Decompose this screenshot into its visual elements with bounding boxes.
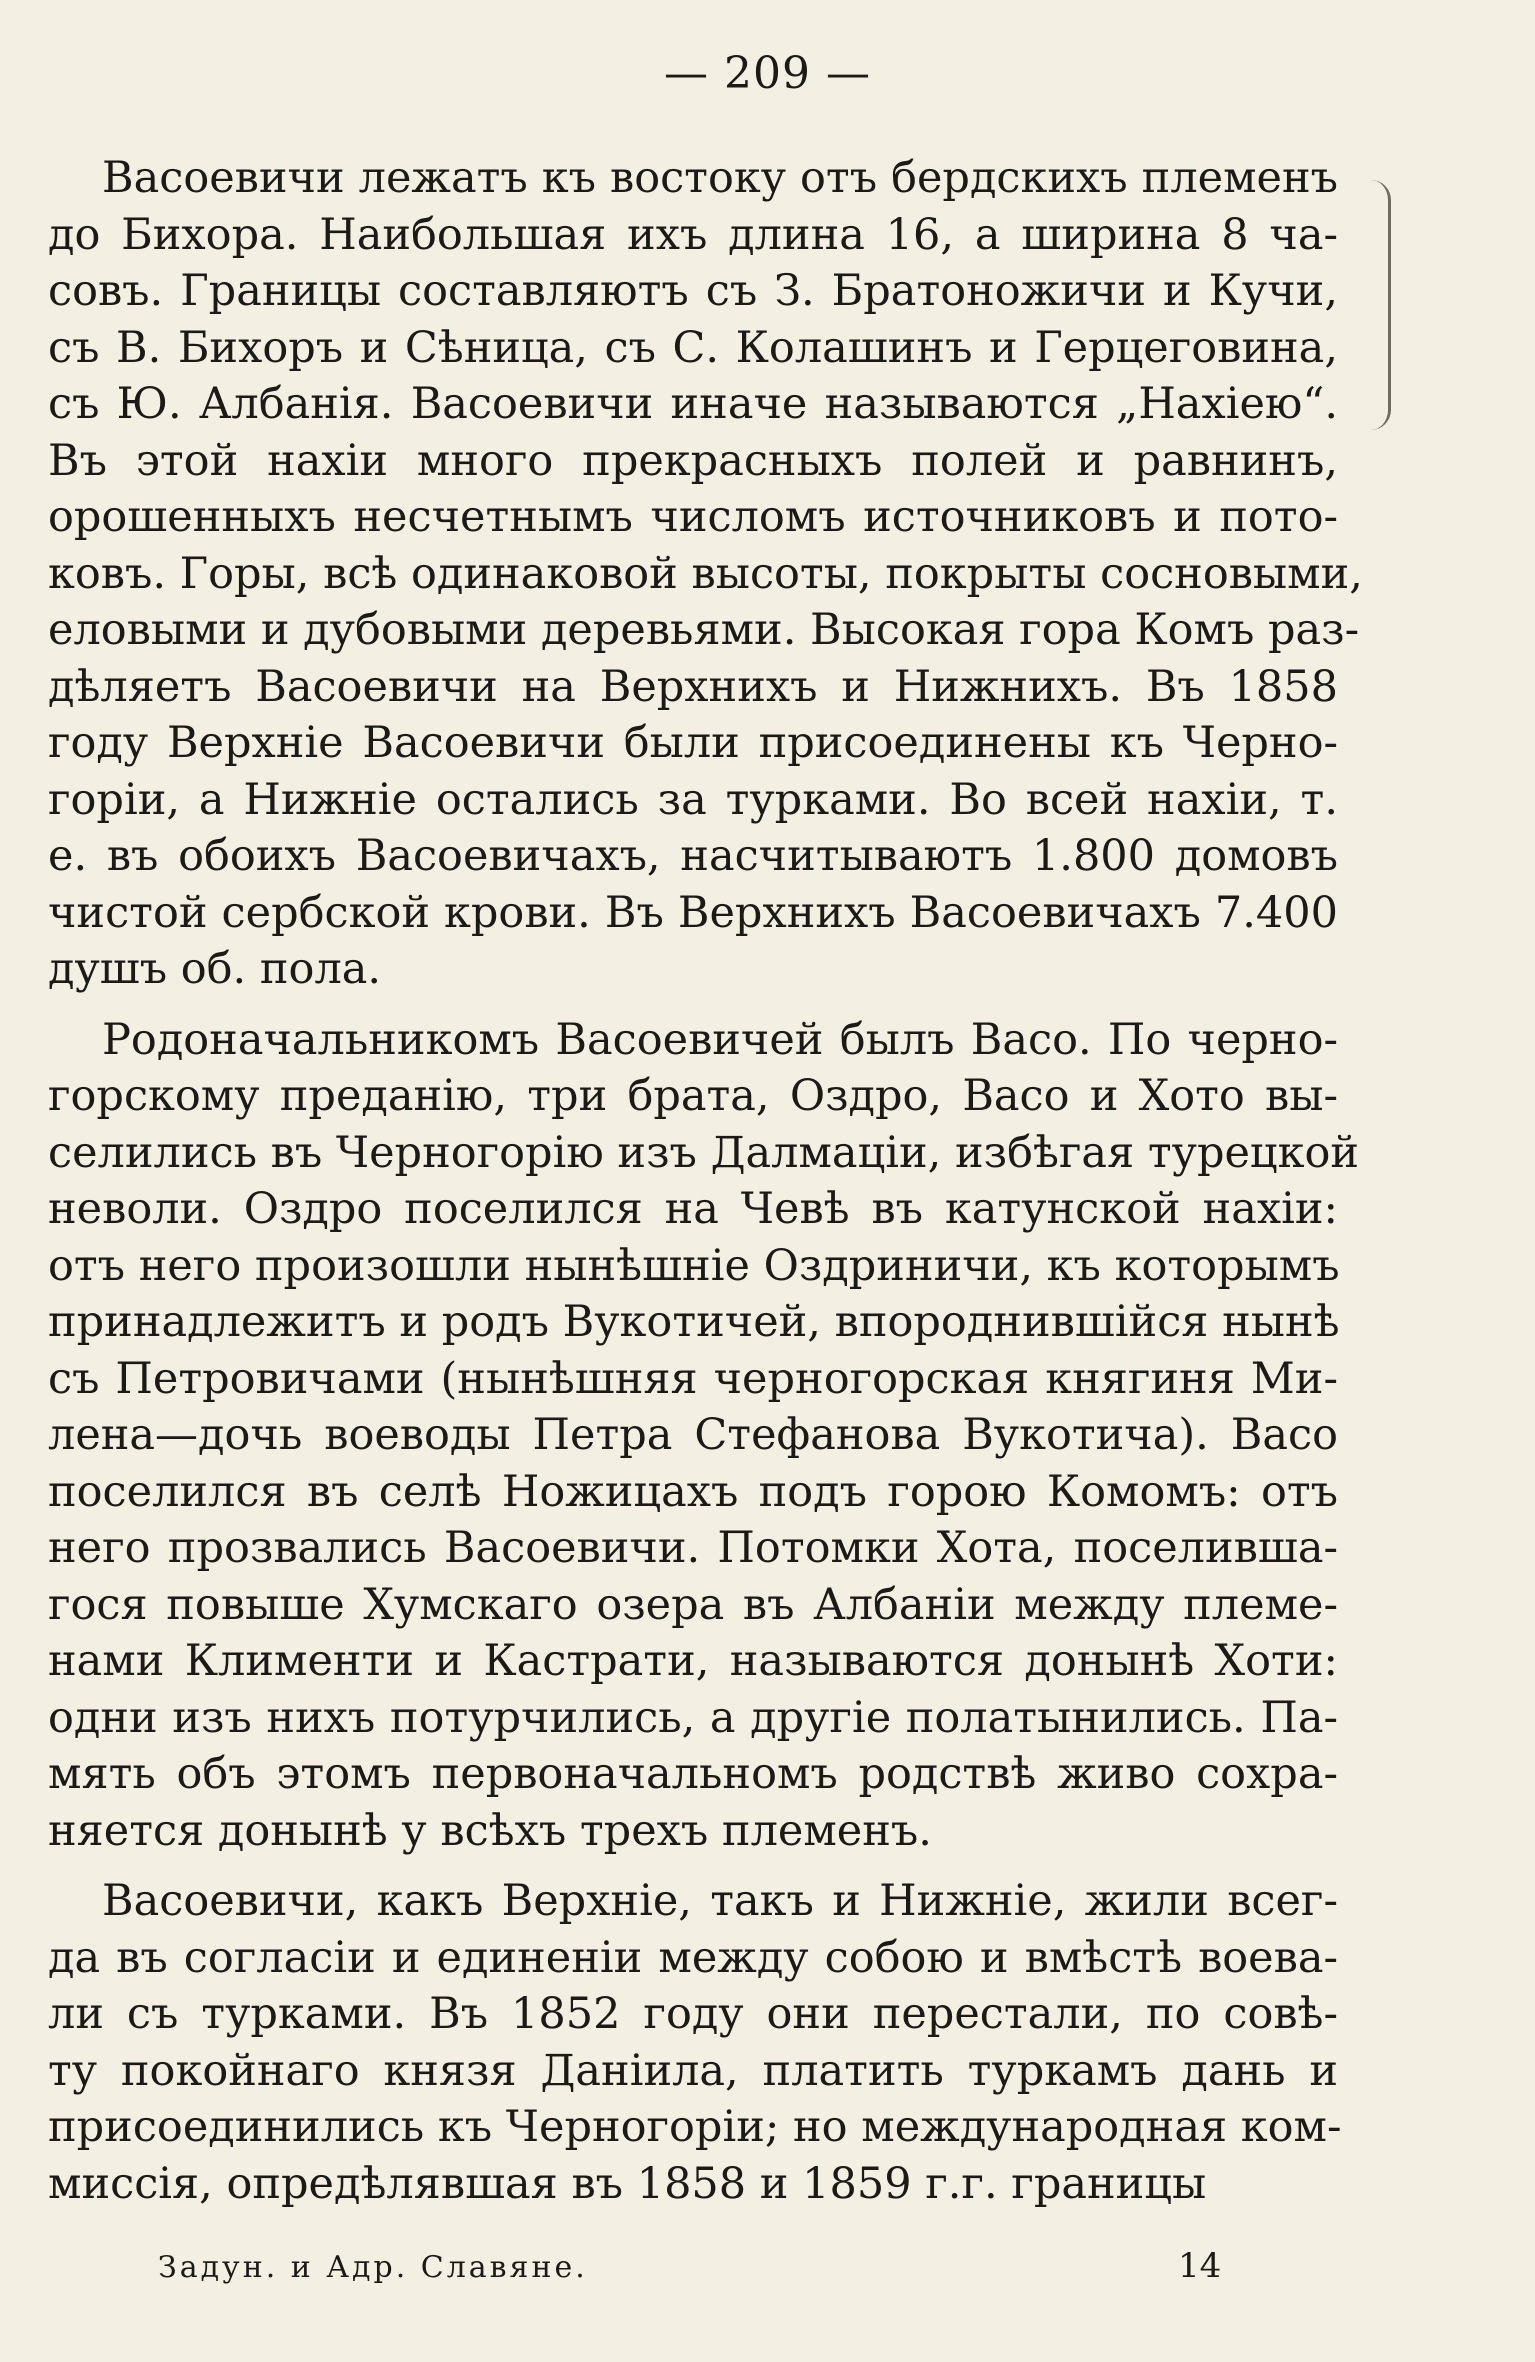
text-line: Родоначальникомъ Васоевичей былъ Васо. По черно- bbox=[102, 1014, 1338, 1065]
text-line: селились въ Черногорію изъ Далмаціи, избѣгая турецкой bbox=[48, 1127, 1359, 1178]
margin-pencil-mark bbox=[1366, 180, 1391, 430]
text-line: горіи, а Нижніе остались за турками. Во всей нахіи, т. bbox=[48, 774, 1338, 825]
text-line: да въ согласіи и единеніи между собою и вмѣстѣ воева- bbox=[48, 1932, 1338, 1983]
text-line: присоединились къ Черногоріи; но международная ком- bbox=[48, 2102, 1342, 2152]
text-line: миссія, опредѣлявшая въ 1858 и 1859 г.г. границы bbox=[48, 2158, 1207, 2209]
text-line: принадлежитъ и родъ Вукотичей, впороднившійся нынѣ bbox=[48, 1297, 1340, 1347]
paragraph-2 bbox=[48, 1012, 1359, 1860]
text-line: еловыми и дубовыми деревьями. Высокая гора Комъ раз- bbox=[48, 605, 1360, 655]
text-line: до Бихора. Наибольшая ихъ длина 16, а ширина 8 ча- bbox=[48, 209, 1338, 260]
text-line: горскому преданію, три брата, Оздро, Васо и Хото вы- bbox=[48, 1071, 1338, 1121]
text-line: него прозвались Васоевичи. Потомки Хота, поселивша- bbox=[48, 1523, 1338, 1573]
text-line: съ В. Бихоръ и Сѣница, съ С. Колашинъ и Герцеговина, bbox=[48, 322, 1338, 373]
text-line: неволи. Оздро поселился на Чевѣ въ катунской нахіи: bbox=[48, 1184, 1338, 1234]
text-line: нами Клименти и Кастрати, называются донынѣ Хоти: bbox=[48, 1636, 1338, 1686]
text-line: ковъ. Горы, всѣ одинаковой высоты, покрыты сосновыми, bbox=[48, 548, 1363, 599]
text-line: одни изъ нихъ потурчились, а другіе полатынились. Па- bbox=[48, 1692, 1338, 1743]
sheet-number: 14 bbox=[1178, 2246, 1222, 2286]
text-line: орошенныхъ несчетнымъ числомъ источниковъ и пото- bbox=[48, 492, 1338, 542]
text-line: е. въ обоихъ Васоевичахъ, насчитываютъ 1.800 домовъ bbox=[48, 831, 1338, 881]
text-line: поселился въ селѣ Ножицахъ подъ горою Комомъ: отъ bbox=[48, 1466, 1338, 1517]
text-line: году Верхніе Васоевичи были присоединены къ Черно- bbox=[48, 718, 1338, 768]
text-line: съ Ю. Албанія. Васоевичи иначе называются „Нахіею“. bbox=[48, 379, 1338, 429]
paragraph-3 bbox=[48, 1873, 1342, 2212]
paragraph-1 bbox=[48, 150, 1363, 998]
page-number: — 209 — bbox=[664, 48, 871, 99]
text-line: лена—дочь воеводы Петра Стефанова Вукотича). Васо bbox=[48, 1410, 1338, 1460]
text-line: Въ этой нахіи много прекрасныхъ полей и равнинъ, bbox=[48, 435, 1338, 486]
main-text bbox=[48, 150, 1363, 2212]
text-line: совъ. Границы составляютъ съ З. Братоножичи и Кучи, bbox=[48, 266, 1338, 316]
text-line: отъ него произошли нынѣшніе Оздриничи, къ которымъ bbox=[48, 1240, 1340, 1291]
text-line: няется донынѣ у всѣхъ трехъ племенъ. bbox=[48, 1805, 932, 1856]
text-line: ли съ турками. Въ 1852 году они перестали, по совѣ- bbox=[48, 1989, 1338, 2039]
signature-mark: Задун. и Адр. Славяне. bbox=[158, 2250, 588, 2285]
text-line: чистой сербской крови. Въ Верхнихъ Васоевичахъ 7.400 bbox=[48, 887, 1338, 938]
text-line: Васоевичи, какъ Верхніе, такъ и Нижніе, жили всег- bbox=[102, 1876, 1338, 1926]
text-line: дѣляетъ Васоевичи на Верхнихъ и Нижнихъ. Въ 1858 bbox=[48, 661, 1338, 712]
text-line: мять объ этомъ первоначальномъ родствѣ живо сохра- bbox=[48, 1749, 1338, 1799]
text-line: душъ об. пола. bbox=[48, 944, 382, 994]
text-line: гося повыше Хумскаго озера въ Албаніи между племе- bbox=[48, 1579, 1338, 1630]
text-line: Васоевичи лежатъ къ востоку отъ бердскихъ племенъ bbox=[102, 153, 1338, 203]
text-line: ту покойнаго князя Даніила, платить туркамъ дань и bbox=[48, 2045, 1338, 2096]
text-line: съ Петровичами (нынѣшняя черногорская княгиня Ми- bbox=[48, 1353, 1338, 1404]
